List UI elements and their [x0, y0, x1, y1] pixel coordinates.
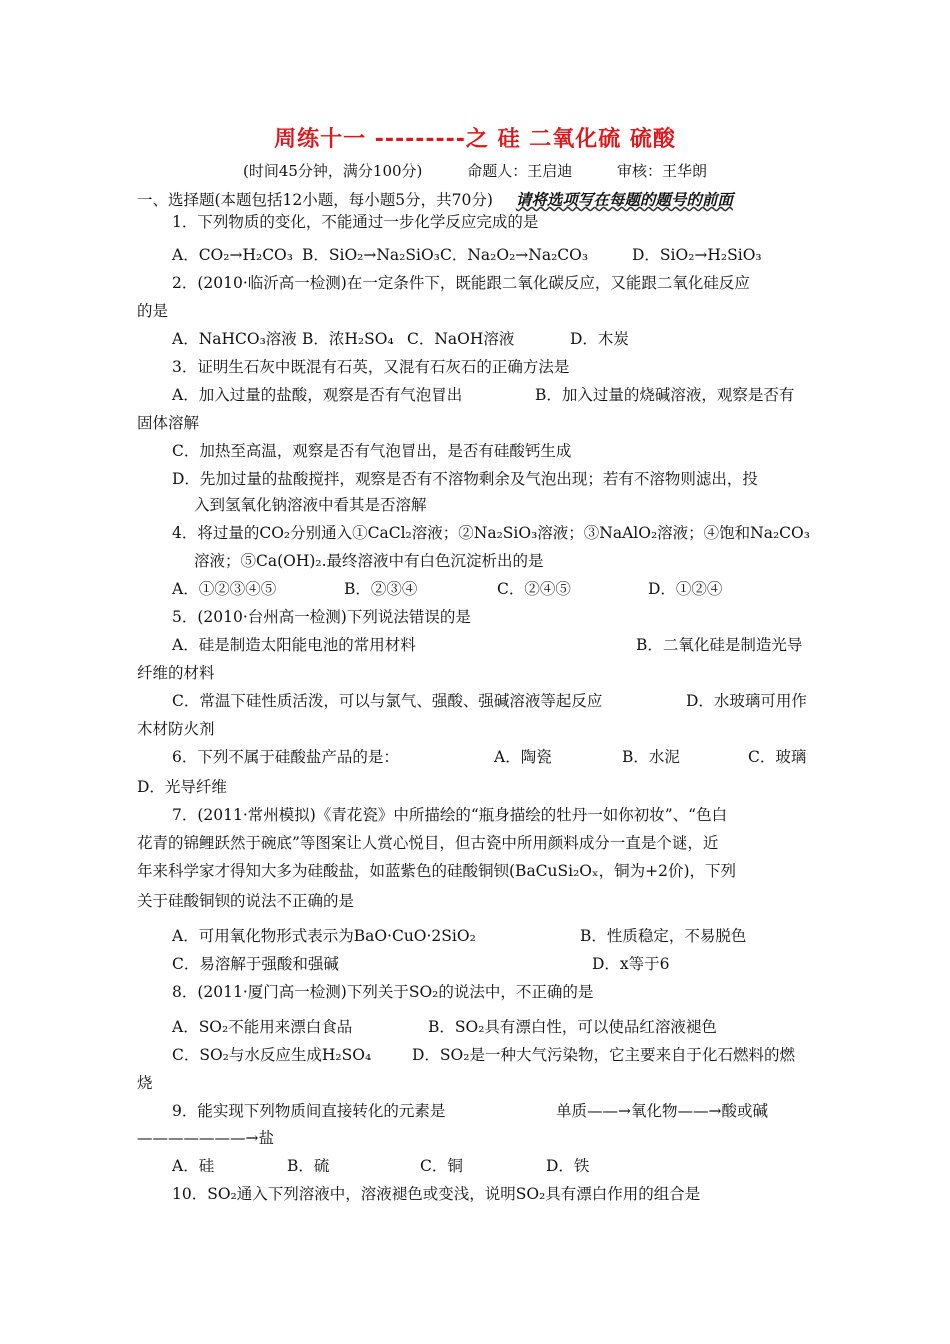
option-c: C．②④⑤: [497, 580, 571, 598]
option-b-cont: 固体溶解: [137, 414, 200, 432]
option-d: D．x等于6: [592, 955, 670, 973]
question-10: 10．SO₂通入下列溶液中，溶液褪色或变浅，说明SO₂具有漂白作用的组合是: [172, 1185, 701, 1203]
option-a: A．①②③④⑤: [172, 580, 277, 598]
question-2: 2．(2010·临沂高一检测)在一定条件下，既能跟二氧化碳反应，又能跟二氧化硅反应: [172, 274, 750, 292]
option-c: C．SO₂与水反应生成H₂SO₄: [172, 1046, 372, 1064]
option-d: D．光导纤维: [137, 778, 227, 796]
option-d: D．①②④: [648, 580, 723, 598]
question-9-chain: 单质——→氧化物——→酸或碱: [556, 1102, 768, 1120]
exam-reviewer: 审核：王华朗: [617, 162, 708, 180]
question-7: 7．(2011·常州模拟)《青花瓷》中所描绘的“瓶身描绘的牡丹一如你初妆”、“色白: [172, 806, 728, 824]
option-a: A．硅是制造太阳能电池的常用材料: [172, 636, 416, 654]
option-d-cont: 木材防火剂: [137, 720, 215, 738]
option-a: A．SO₂不能用来漂白食品: [172, 1018, 353, 1036]
option-b: B．硫: [287, 1157, 330, 1175]
question-4-cont: 溶液；⑤Ca(OH)₂.最终溶液中有白色沉淀析出的是: [194, 552, 544, 570]
option-a: A．可用氧化物形式表示为BaO·CuO·2SiO₂: [172, 927, 476, 945]
question-3: 3．证明生石灰中既混有石英，又混有石灰石的正确方法是: [172, 358, 570, 376]
exam-time: (时间45分钟，满分100分): [242, 162, 423, 180]
section-heading-text: 一、选择题(本题包括12小题，每小题5分，共70分): [137, 191, 493, 209]
section-note: 请将选项写在每题的题号的前面: [515, 190, 733, 209]
option-d: D．水玻璃可用作: [686, 692, 807, 710]
option-d: D．SiO₂→H₂SiO₃: [632, 246, 762, 264]
question-7-cont-3: 关于硅酸铜钡的说法不正确的是: [137, 892, 355, 910]
option-b: B．性质稳定，不易脱色: [580, 927, 747, 945]
option-d: D．先加过量的盐酸搅拌，观察是否有不溶物剩余及气泡出现；若有不溶物则滤出，投: [172, 470, 758, 488]
option-a: A．陶瓷: [494, 748, 552, 766]
question-7-cont-2: 年来科学家才得知大多为硅酸盐，如蓝紫色的硅酸铜钡(BaCuSi₂Oₓ，铜为+2价)，下列: [137, 862, 736, 880]
option-b: B．浓H₂SO₄: [302, 330, 394, 348]
question-4: 4．将过量的CO₂分别通入①CaCl₂溶液；②Na₂SiO₃溶液；③NaAlO₂溶液；④饱和Na₂CO₃: [172, 524, 810, 542]
option-a: A．CO₂→H₂CO₃: [172, 246, 293, 264]
option-c: C．铜: [420, 1157, 463, 1175]
option-b: B．水泥: [622, 748, 680, 766]
option-b: B．②③④: [344, 580, 418, 598]
option-a: A．加入过量的盐酸，观察是否有气泡冒出: [172, 386, 463, 404]
option-d: D．木炭: [570, 330, 629, 348]
option-c: C．玻璃: [748, 748, 807, 766]
option-c: C．易溶解于强酸和强碱: [172, 955, 339, 973]
option-d-cont: 烧: [137, 1074, 153, 1092]
exam-meta: [0, 160, 950, 181]
option-c: C．常温下硅性质活泼，可以与氯气、强酸、强碱溶液等起反应: [172, 692, 603, 710]
option-b: B．二氧化硅是制造光导: [636, 636, 803, 654]
question-8: 8．(2011·厦门高一检测)下列关于SO₂的说法中，不正确的是: [172, 983, 594, 1001]
question-7-cont-1: 花青的锦鲤跃然于碗底”等图案让人赏心悦目，但古瓷中所用颜料成分一直是个谜，近: [137, 834, 719, 852]
option-d-cont: 入到氢氧化钠溶液中看其是否溶解: [194, 496, 427, 514]
question-1: 1．下列物质的变化，不能通过一步化学反应完成的是: [172, 213, 539, 231]
exam-author: 命题人：王启迪: [467, 162, 573, 180]
question-2-cont: 的是: [137, 302, 169, 320]
question-9-cont: ———————→盐: [137, 1129, 274, 1147]
section-heading: [137, 189, 733, 211]
question-5: 5．(2010·台州高一检测)下列说法错误的是: [172, 608, 471, 626]
option-b: B．SiO₂→Na₂SiO₃: [302, 246, 440, 264]
option-a: A．NaHCO₃溶液: [172, 330, 297, 348]
page-title: 周练十一 ---------之 硅 二氧化硫 硫酸: [274, 127, 676, 152]
option-d: D．铁: [546, 1157, 590, 1175]
option-c: C．NaOH溶液: [407, 330, 515, 348]
option-c: C．Na₂O₂→Na₂CO₃: [440, 246, 589, 264]
option-b: B．SO₂具有漂白性，可以使品红溶液褪色: [428, 1018, 717, 1036]
question-6: 6．下列不属于硅酸盐产品的是：: [172, 748, 399, 766]
option-c: C．加热至高温，观察是否有气泡冒出，是否有硅酸钙生成: [172, 442, 572, 460]
option-d: D．SO₂是一种大气污染物，它主要来自于化石燃料的燃: [412, 1046, 795, 1064]
option-b-cont: 纤维的材料: [137, 664, 215, 682]
option-b: B．加入过量的烧碱溶液，观察是否有: [535, 386, 795, 404]
option-a: A．硅: [172, 1157, 215, 1175]
question-9: 9．能实现下列物质间直接转化的元素是: [172, 1102, 446, 1120]
